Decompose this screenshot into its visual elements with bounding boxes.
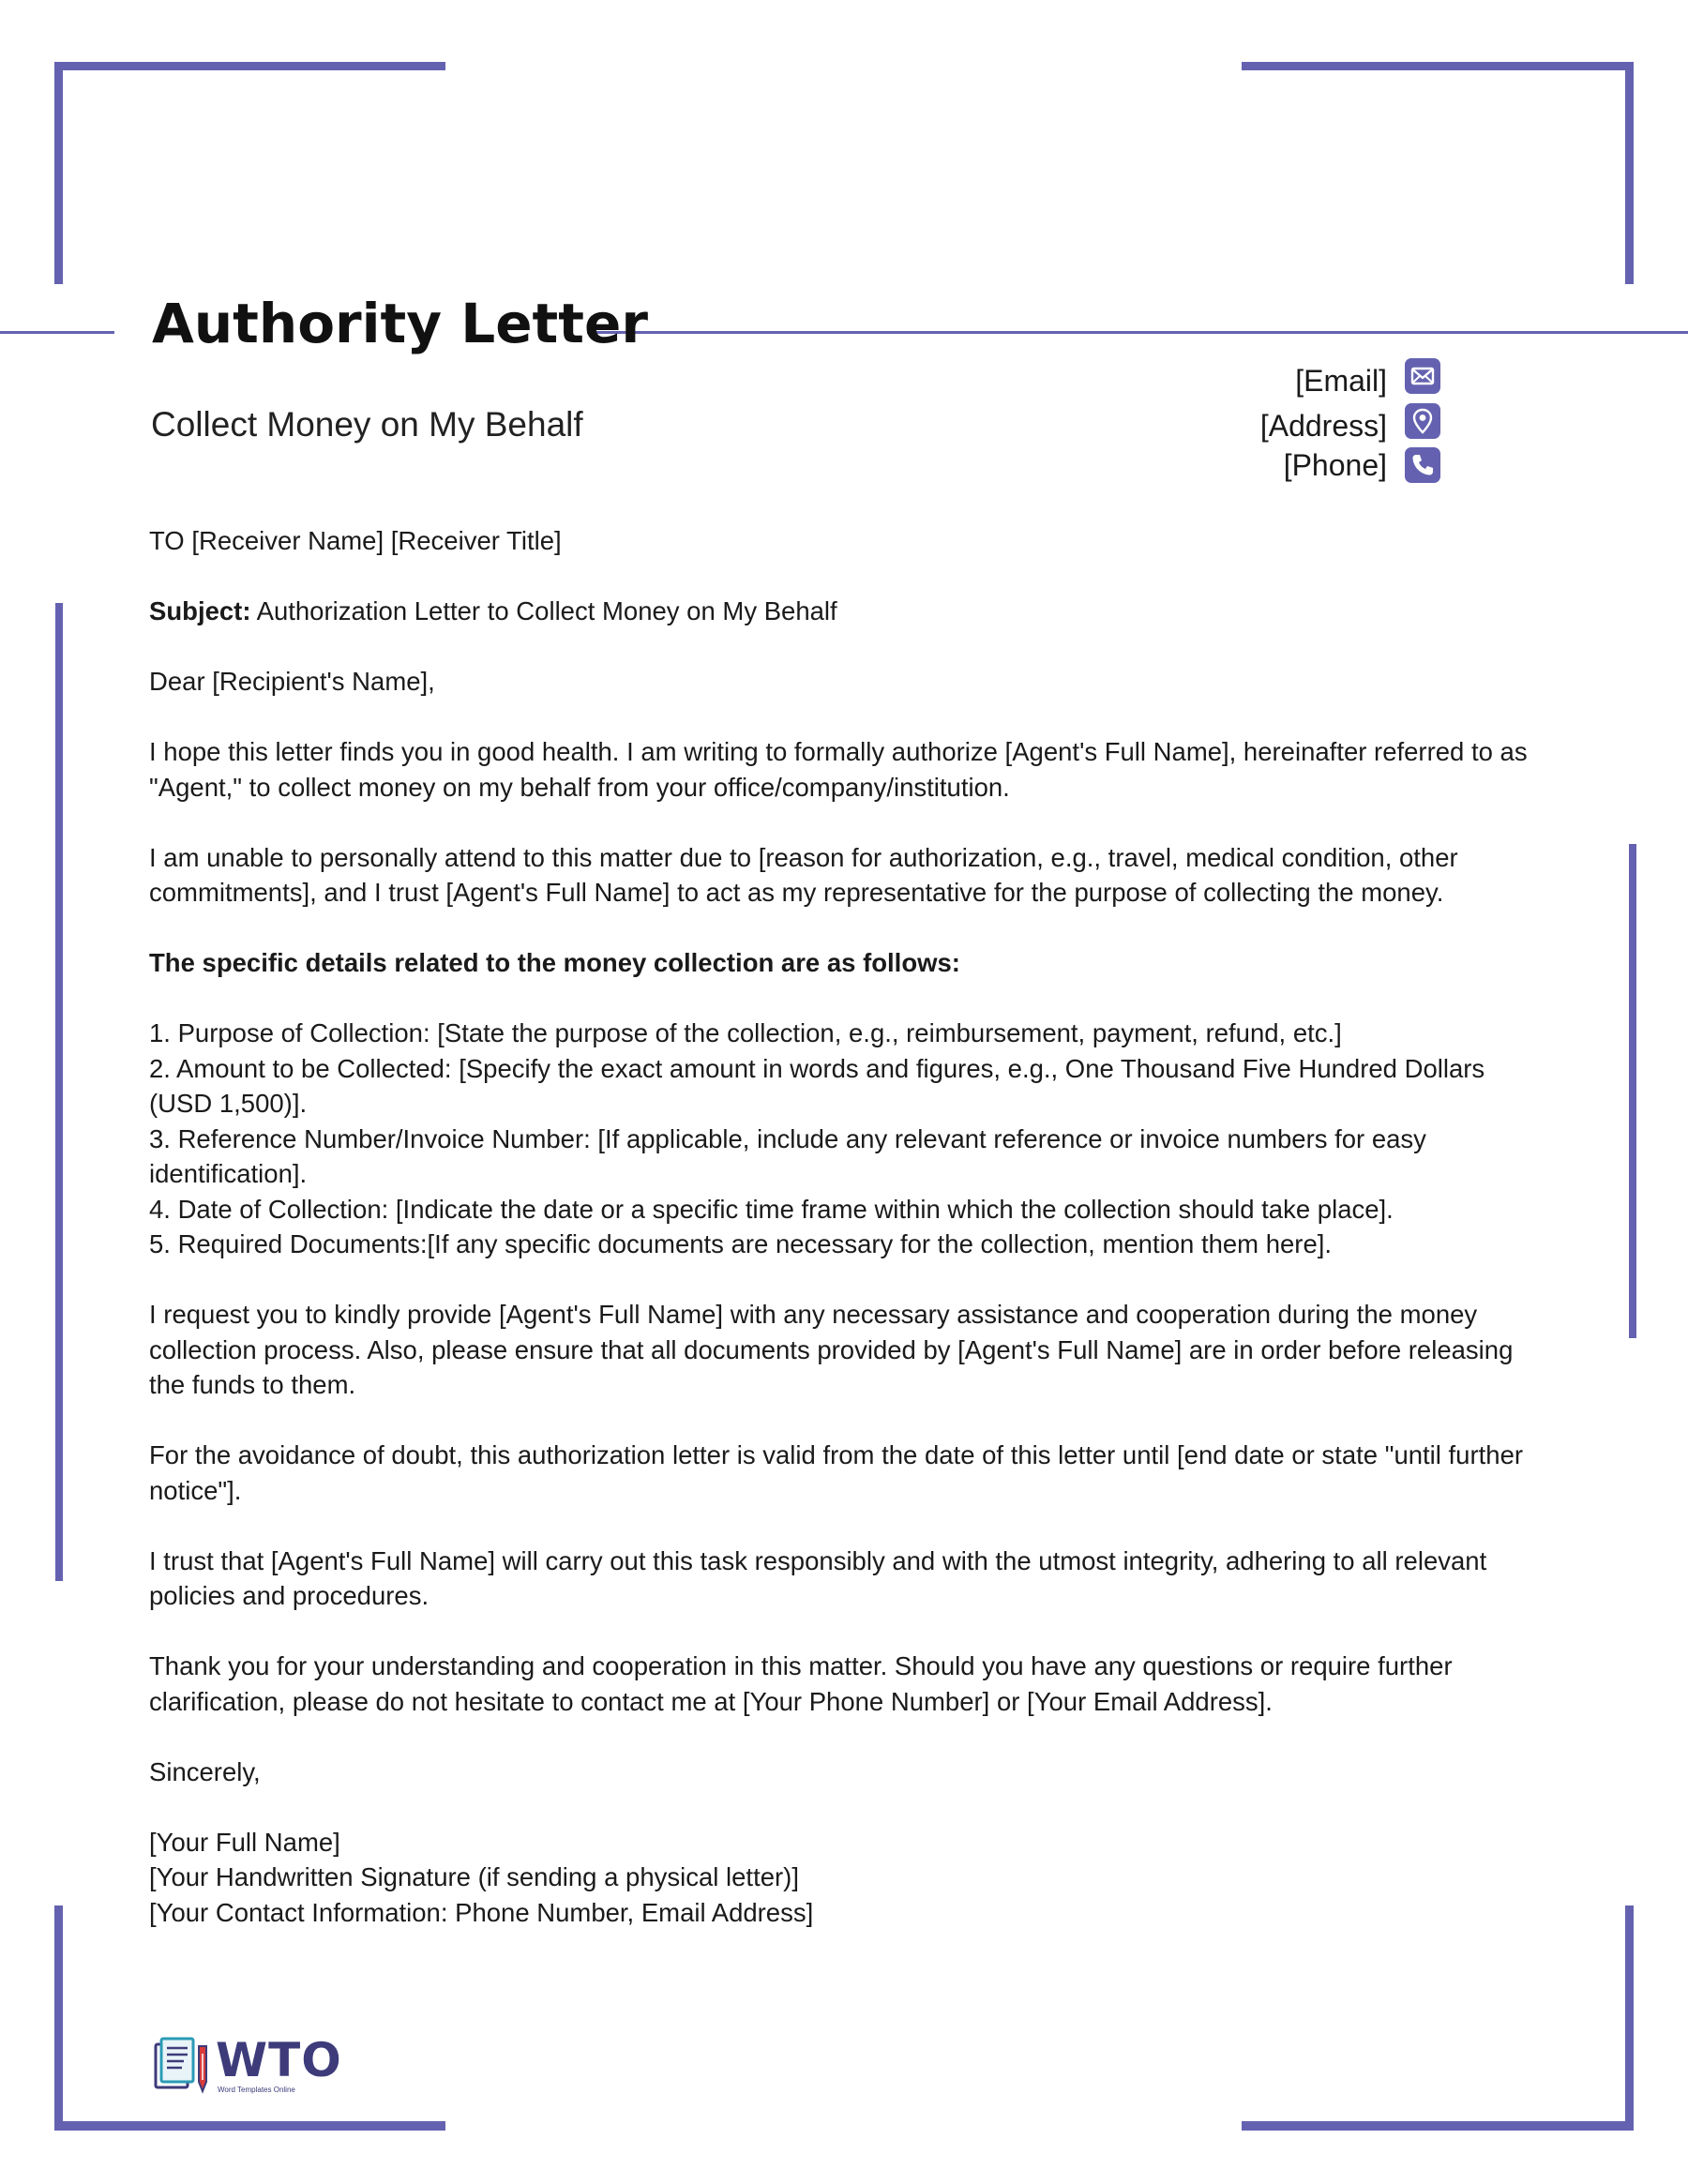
detail-item: 5. Required Documents:[If any specific documents are necessary for the collection, mention them here]. <box>149 1229 1333 1258</box>
frame-bottom-left-horizontal <box>54 2121 445 2131</box>
closing: Sincerely, <box>149 1756 261 1786</box>
frame-top-left-vertical <box>54 62 63 284</box>
frame-top-right-horizontal <box>1242 62 1634 70</box>
frame-top-right-vertical <box>1625 62 1634 284</box>
contact-email: [Email] <box>1295 364 1387 398</box>
document-pen-icon <box>150 2033 216 2101</box>
letter-body <box>149 523 1537 1930</box>
signature-line: [Your Full Name] <box>149 1827 340 1857</box>
location-pin-icon <box>1405 403 1440 439</box>
detail-item: 4. Date of Collection: [Indicate the date or a specific time frame within which the collection should take place]. <box>149 1194 1394 1224</box>
page-subtitle: Collect Money on My Behalf <box>151 405 583 444</box>
signature-line: [Your Contact Information: Phone Number, Email Address] <box>149 1897 814 1927</box>
detail-item: 1. Purpose of Collection: [State the purpose of the collection, e.g., reimbursement, payment, refund, etc.] <box>149 1018 1342 1047</box>
contact-phone: [Phone] <box>1283 448 1387 482</box>
subject-label: Subject: <box>149 596 251 625</box>
paragraph-6: Thank you for your understanding and cooperation in this matter. Should you have any questions or require further clarification, please do not hesitate to contact me at [Your Phone Number] or [Your Email Address]. <box>149 1651 1453 1716</box>
page-title: Authority Letter <box>152 292 648 355</box>
salutation: Dear [Recipient's Name], <box>149 667 435 696</box>
paragraph-2: I am unable to personally attend to this matter due to [reason for authorization, e.g., travel, medical condition, other commitments], and I trust [Agent's Full Name] to act as my representative for the purpose of collecting the money. <box>149 842 1458 907</box>
frame-right-side-bar <box>1629 844 1636 1338</box>
paragraph-5: I trust that [Agent's Full Name] will carry out this task responsibly and with the utmost integrity, adhering to all relevant policies and procedures. <box>149 1545 1487 1610</box>
paragraph-1: I hope this letter finds you in good health. I am writing to formally authorize [Agent's Full Name], hereinafter referred to as "Agent," to collect money on my behalf from your office/company/institution. <box>149 737 1528 802</box>
frame-bottom-right-horizontal <box>1242 2121 1634 2131</box>
email-icon <box>1405 358 1440 394</box>
logo-text: WTO <box>216 2033 342 2087</box>
logo-subtext: Word Templates Online <box>218 2086 295 2094</box>
to-line: TO [Receiver Name] [Receiver Title] <box>149 526 562 555</box>
frame-left-side-bar <box>55 603 63 1581</box>
contact-address: [Address] <box>1259 409 1387 443</box>
detail-item: 2. Amount to be Collected: [Specify the exact amount in words and figures, e.g., One Thousand Five Hundred Dollars (USD 1,500)]. <box>149 1053 1485 1118</box>
paragraph-3: I request you to kindly provide [Agent's Full Name] with any necessary assistance and cooperation during the money collection process. Also, please ensure that all documents provided by [Agent's Full Name] are in order before releasing the funds to them. <box>149 1300 1514 1399</box>
signature-line: [Your Handwritten Signature (if sending a physical letter)] <box>149 1862 799 1891</box>
frame-bottom-right-vertical <box>1625 1905 1634 2131</box>
title-rule-right <box>587 331 1688 334</box>
subject-line <box>149 594 1537 629</box>
frame-top-left-horizontal <box>54 62 445 70</box>
details-heading: The specific details related to the money collection are as follows: <box>149 948 960 977</box>
wto-logo <box>150 2033 342 2101</box>
phone-icon <box>1405 447 1440 483</box>
subject-text: Authorization Letter to Collect Money on My Behalf <box>250 596 837 625</box>
detail-item: 3. Reference Number/Invoice Number: [If applicable, include any relevant reference or invoice numbers for easy identification]. <box>149 1123 1426 1188</box>
paragraph-4: For the avoidance of doubt, this authorization letter is valid from the date of this letter until [end date or state "until further notice"]. <box>149 1440 1524 1505</box>
frame-bottom-left-vertical <box>54 1905 63 2131</box>
title-rule-left <box>0 331 114 334</box>
